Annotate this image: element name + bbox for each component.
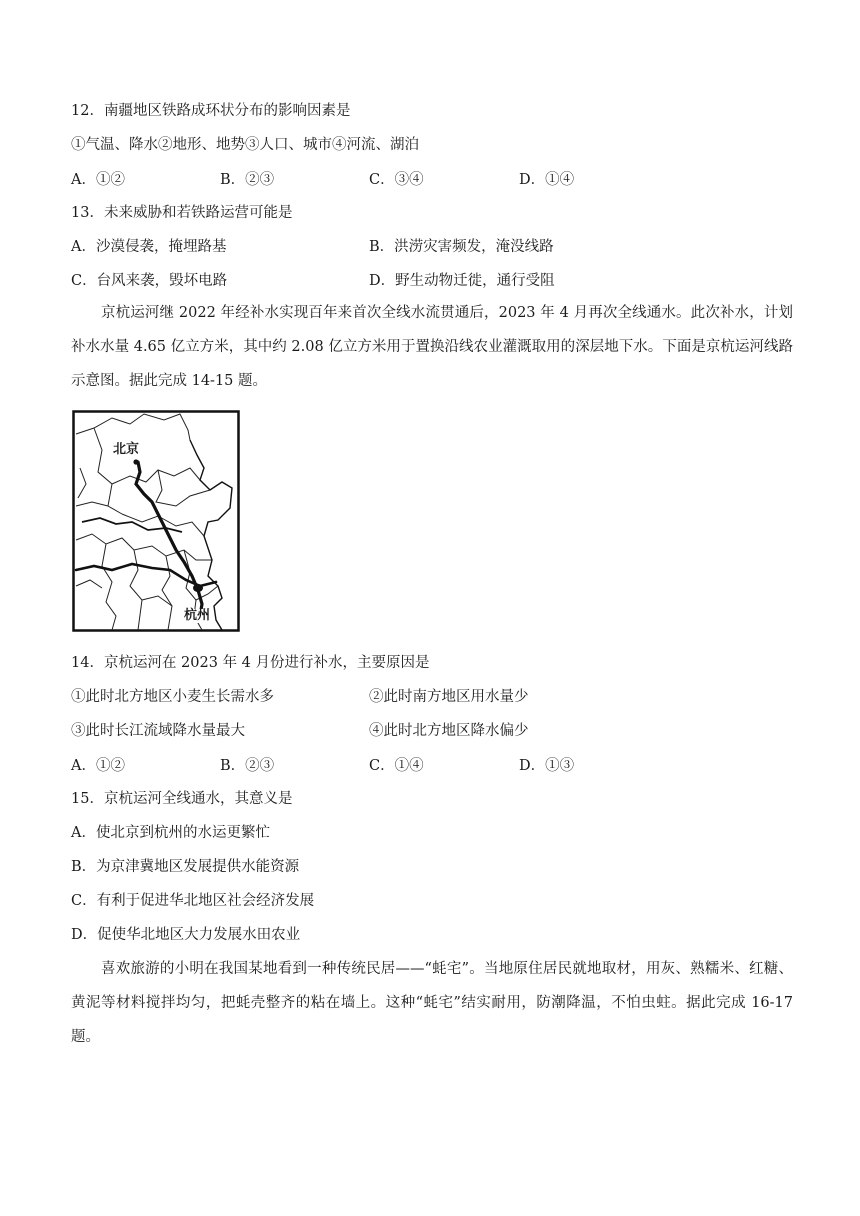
q14-option-d: D．①③ xyxy=(519,758,575,774)
q14-option-c: C．①④ xyxy=(369,758,424,774)
grand-canal-map xyxy=(72,410,240,632)
q14-stem: 14．京杭运河在 2023 年 4 月份进行补水，主要原因是 xyxy=(71,655,430,671)
q12-option-d: D．①④ xyxy=(519,172,575,188)
q13-stem: 13．未来威胁和若铁路运营可能是 xyxy=(71,205,293,221)
q12-stem: 12．南疆地区铁路成环状分布的影响因素是 xyxy=(71,103,351,119)
q12-option-a: A．①② xyxy=(71,172,125,188)
q15-option-d: D．促使华北地区大力发展水田农业 xyxy=(71,927,301,943)
q14-item-2: ②此时南方地区用水量少 xyxy=(369,689,529,705)
q13-option-c: C．台风来袭，毁坏电路 xyxy=(71,273,228,289)
grand-canal-map-drawing xyxy=(72,410,240,632)
passage-grand-canal: 京杭运河继 2022 年经补水实现百年来首次全线水流贯通后，2023 年 4 月再次全线通水。此次补水，计划补水水量 4.65 亿立方米，其中约 2.08 亿立方米用于置换沿线农业灌溉取用的深层地下水。下面是京杭运河线路示意图。据此完成 14-15 题。 xyxy=(71,305,793,389)
q15-stem: 15．京杭运河全线通水，其意义是 xyxy=(71,791,293,807)
q13-option-b: B．洪涝灾害频发，淹没线路 xyxy=(369,239,554,255)
q12-option-c: C．③④ xyxy=(369,172,424,188)
passage-oyster-house: 喜欢旅游的小明在我国某地看到一种传统民居——“蚝宅”。当地原住居民就地取材，用灰、熟糯米、红糖、黄泥等材料搅拌均匀，把蚝壳整齐的粘在墙上。这种“蚝宅”结实耐用，防潮降温，不怕虫蛀。据此完成 16-17 题。 xyxy=(71,961,793,1045)
q12-items: ①气温、降水②地形、地势③人口、城市④河流、湖泊 xyxy=(71,137,419,153)
q12-option-b: B．②③ xyxy=(220,172,275,188)
q14-item-3: ③此时长江流域降水量最大 xyxy=(71,723,245,739)
q15-option-c: C．有利于促进华北地区社会经济发展 xyxy=(71,893,315,909)
q15-option-b: B．为京津冀地区发展提供水能资源 xyxy=(71,859,300,875)
q14-option-b: B．②③ xyxy=(220,758,275,774)
q15-option-a: A．使北京到杭州的水运更繁忙 xyxy=(71,825,270,841)
q14-item-1: ①此时北方地区小麦生长需水多 xyxy=(71,689,274,705)
q14-item-4: ④此时北方地区降水偏少 xyxy=(369,723,529,739)
q14-option-a: A．①② xyxy=(71,758,125,774)
map-label-beijing: 北京 xyxy=(113,442,140,457)
q13-option-d: D．野生动物迁徙，通行受阻 xyxy=(369,273,555,289)
q13-option-a: A．沙漠侵袭，掩埋路基 xyxy=(71,239,227,255)
map-label-hangzhou: 杭州 xyxy=(184,608,211,623)
